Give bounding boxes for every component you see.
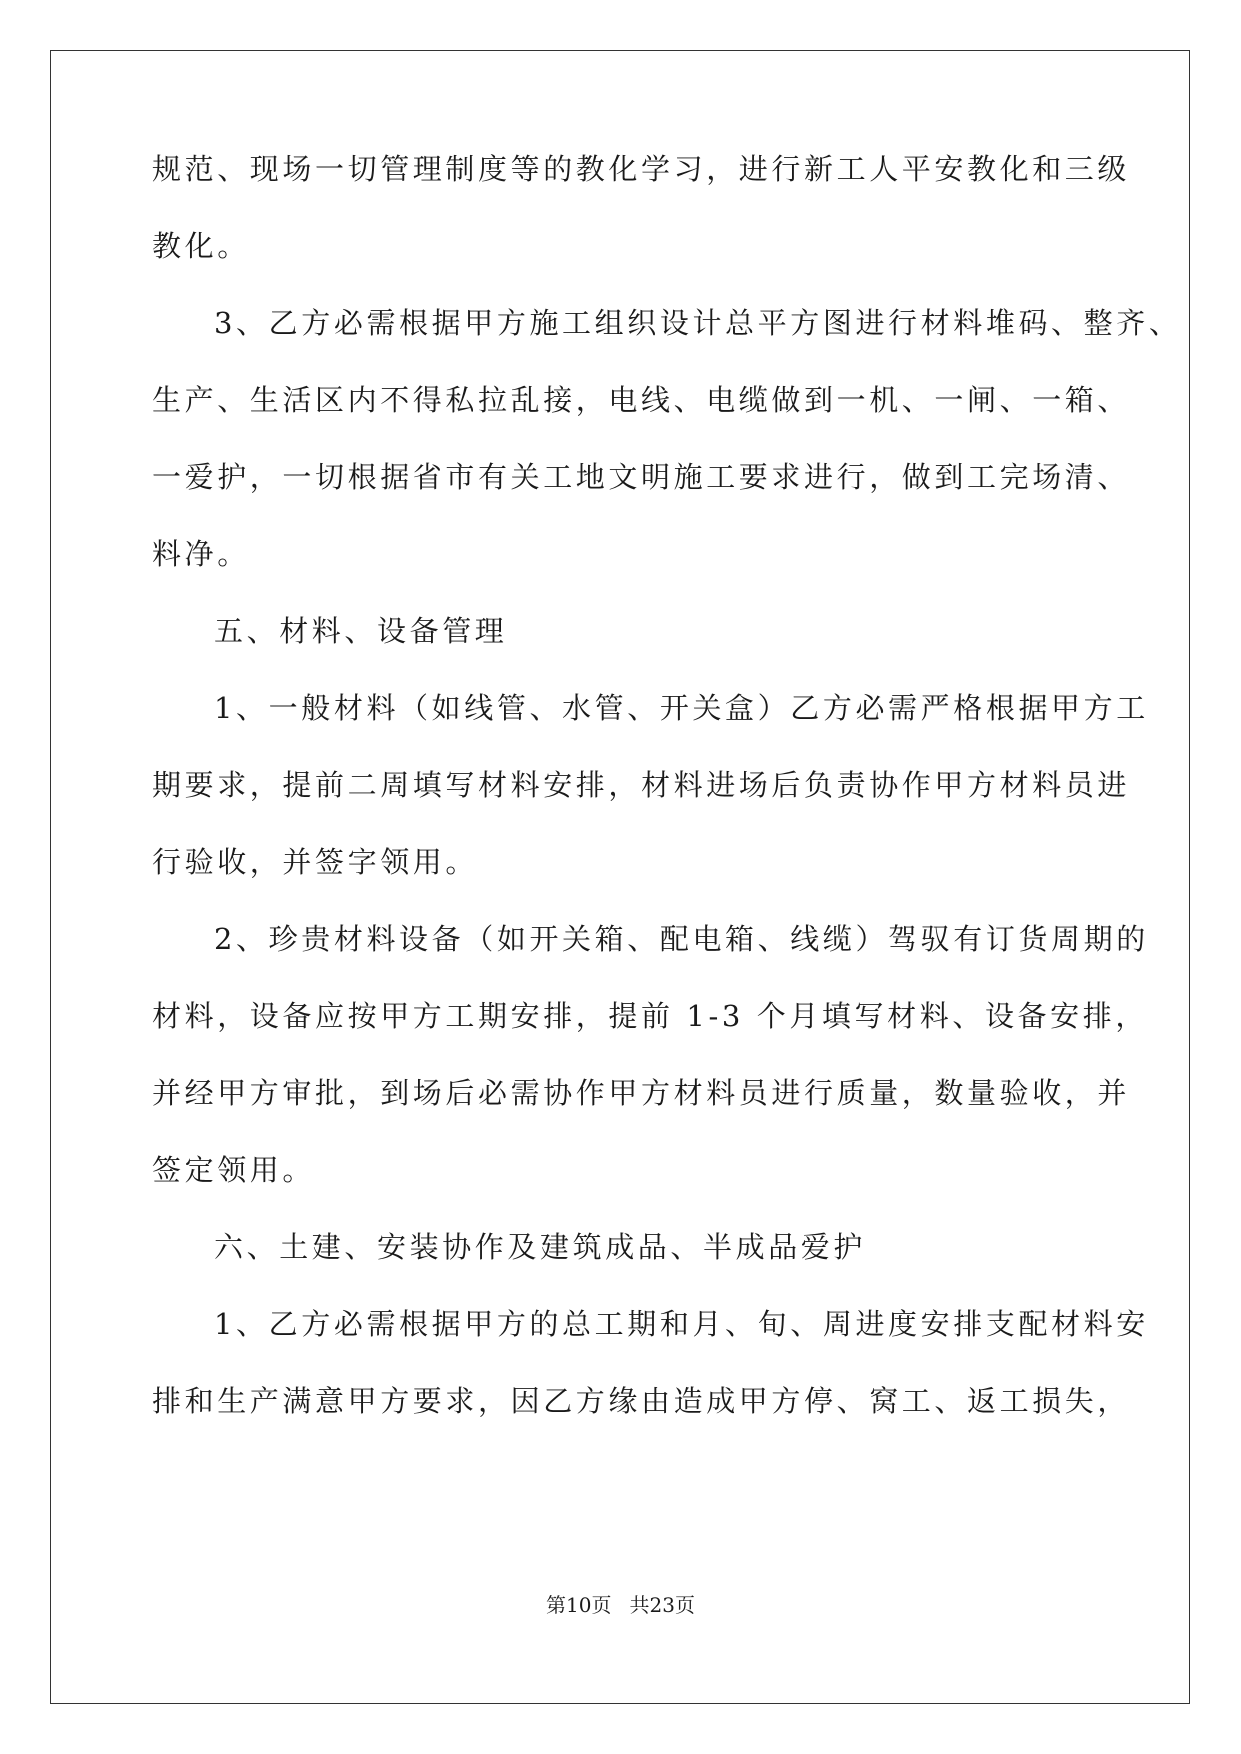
paragraph-start: 1、乙方必需根据甲方的总工期和月、旬、周进度安排支配材料安: [214, 1307, 1149, 1341]
text-line: 一爱护，一切根据省市有关工地文明施工要求进行，做到工完场清、: [152, 460, 1131, 494]
text-line: 料净。: [152, 537, 250, 571]
text-line: 规范、现场一切管理制度等的教化学习，进行新工人平安教化和三级: [152, 152, 1131, 186]
section-heading: 五、材料、设备管理: [214, 614, 508, 648]
text-line: 行验收，并签字领用。: [152, 845, 479, 879]
text-line: 并经甲方审批，到场后必需协作甲方材料员进行质量，数量验收，并: [152, 1076, 1131, 1110]
paragraph-start: 2、珍贵材料设备（如开关箱、配电箱、线缆）驾驭有订货周期的: [214, 922, 1149, 956]
current-page-number: 第10页: [546, 1593, 612, 1617]
paragraph-start: 3、乙方必需根据甲方施工组织设计总平方图进行材料堆码、整齐、: [214, 306, 1182, 340]
paragraph-start: 1、一般材料（如线管、水管、开关盒）乙方必需严格根据甲方工: [214, 691, 1149, 725]
total-pages: 共23页: [629, 1593, 695, 1617]
document-body: [152, 150, 1182, 1459]
text-line: 教化。: [152, 229, 250, 263]
text-line: 期要求，提前二周填写材料安排，材料进场后负责协作甲方材料员进: [152, 768, 1131, 802]
section-heading: 六、土建、安装协作及建筑成品、半成品爱护: [214, 1230, 867, 1264]
text-line: 签定领用。: [152, 1153, 316, 1187]
text-line: 材料，设备应按甲方工期安排，提前 1-3 个月填写材料、设备安排，: [152, 999, 1148, 1033]
page-footer: [0, 1592, 1241, 1618]
text-line: 排和生产满意甲方要求，因乙方缘由造成甲方停、窝工、返工损失，: [152, 1384, 1131, 1418]
text-line: 生产、生活区内不得私拉乱接，电线、电缆做到一机、一闸、一箱、: [152, 383, 1131, 417]
